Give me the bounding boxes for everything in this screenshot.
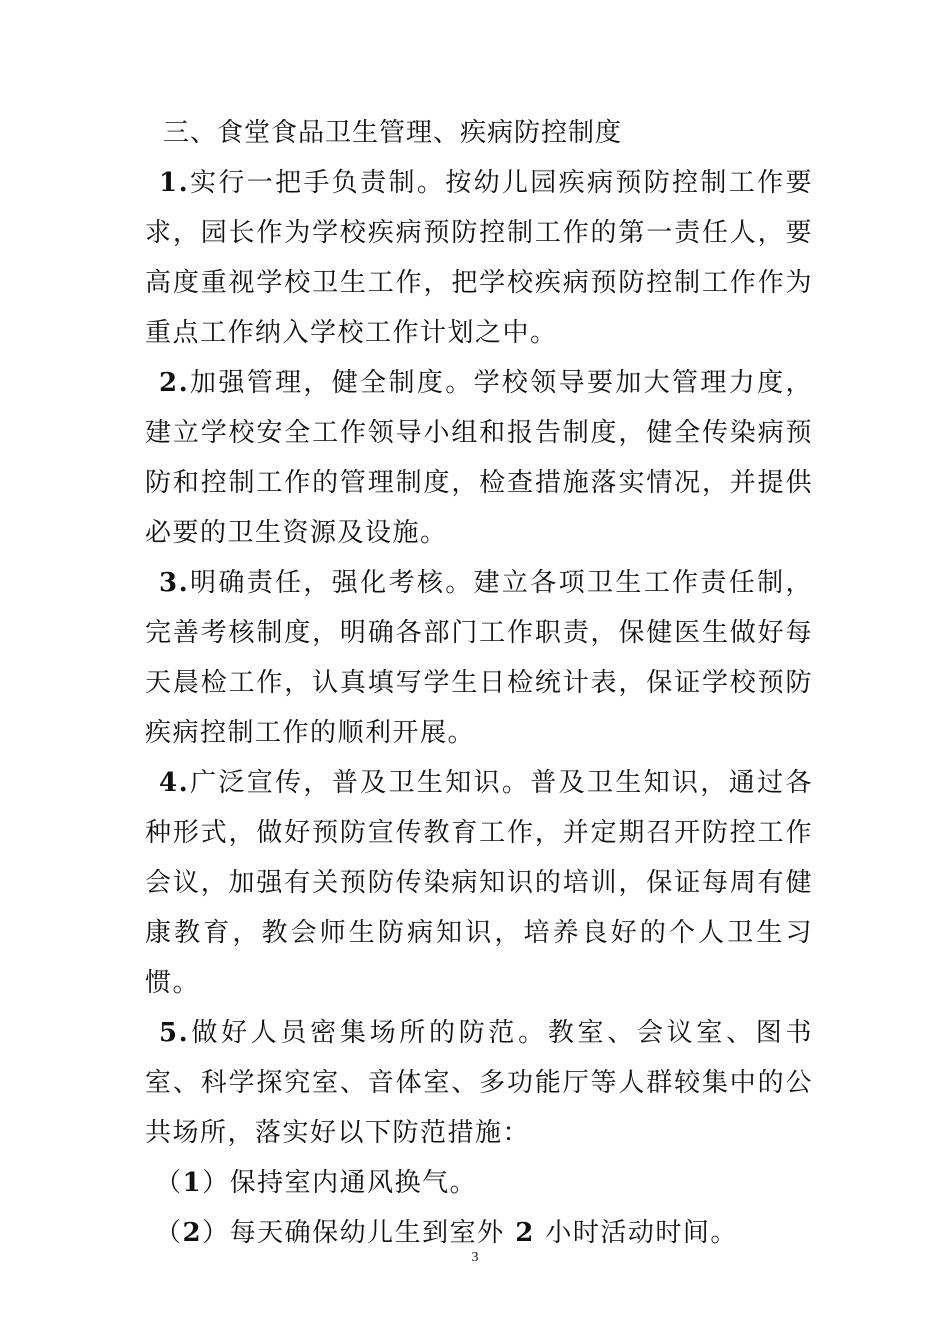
paragraph-2 (145, 358, 813, 558)
sub-item-text: 保持室内通风换气。 (229, 1168, 478, 1198)
sub-item-open-paren: （ (155, 1218, 183, 1248)
paragraph-3 (145, 558, 813, 758)
sub-item-number: 2 (182, 1218, 203, 1248)
paragraph-1 (145, 158, 813, 358)
sub-item-open-paren: （ (155, 1168, 183, 1198)
sub-item-text-before: 每天确保幼儿生到室外 (229, 1218, 505, 1248)
paragraph-5 (145, 1008, 813, 1158)
paragraph-number: 2. (159, 368, 190, 398)
sub-item-number: 1 (182, 1168, 203, 1198)
section-title: 三、食堂食品卫生管理、疾病防控制度 (163, 118, 623, 148)
sub-item-close-paren: ） (202, 1168, 230, 1198)
sub-item-close-paren: ） (202, 1218, 230, 1248)
sub-item-1 (145, 1158, 813, 1208)
paragraph-text: 广泛宣传，普及卫生知识。普及卫生知识，通过各种形式，做好预防宣传教育工作，并定期召开防控工作会议，加强有关预防传染病知识的培训，保证每周有健康教育，教会师生防病知识，培养良好的个人卫生习惯。 (145, 768, 813, 998)
document-body (145, 108, 813, 1258)
sub-item-hours: 2 (504, 1218, 546, 1248)
page-number: 3 (471, 1250, 479, 1265)
paragraph-4 (145, 758, 813, 1008)
paragraph-text: 加强管理，健全制度。学校领导要加大管理力度，建立学校安全工作领导小组和报告制度，健全传染病预防和控制工作的管理制度，检查措施落实情况，并提供必要的卫生资源及设施。 (145, 368, 813, 548)
sub-item-text-after: 小时活动时间。 (545, 1218, 738, 1248)
paragraph-text: 明确责任，强化考核。建立各项卫生工作责任制，完善考核制度，明确各部门工作职责，保健医生做好每天晨检工作，认真填写学生日检统计表，保证学校预防疾病控制工作的顺利开展。 (145, 568, 813, 748)
paragraph-text: 实行一把手负责制。按幼儿园疾病预防控制工作要求，园长作为学校疾病预防控制工作的第一责任人，要高度重视学校卫生工作，把学校疾病预防控制工作作为重点工作纳入学校工作计划之中。 (145, 168, 813, 348)
paragraph-text: 做好人员密集场所的防范。教室、会议室、图书室、科学探究室、音体室、多功能厅等人群较集中的公共场所，落实好以下防范措施： (145, 1018, 813, 1148)
paragraph-number: 5. (159, 1018, 190, 1048)
paragraph-number: 4. (159, 768, 190, 798)
paragraph-number: 3. (159, 568, 190, 598)
paragraph-number: 1. (159, 168, 190, 198)
